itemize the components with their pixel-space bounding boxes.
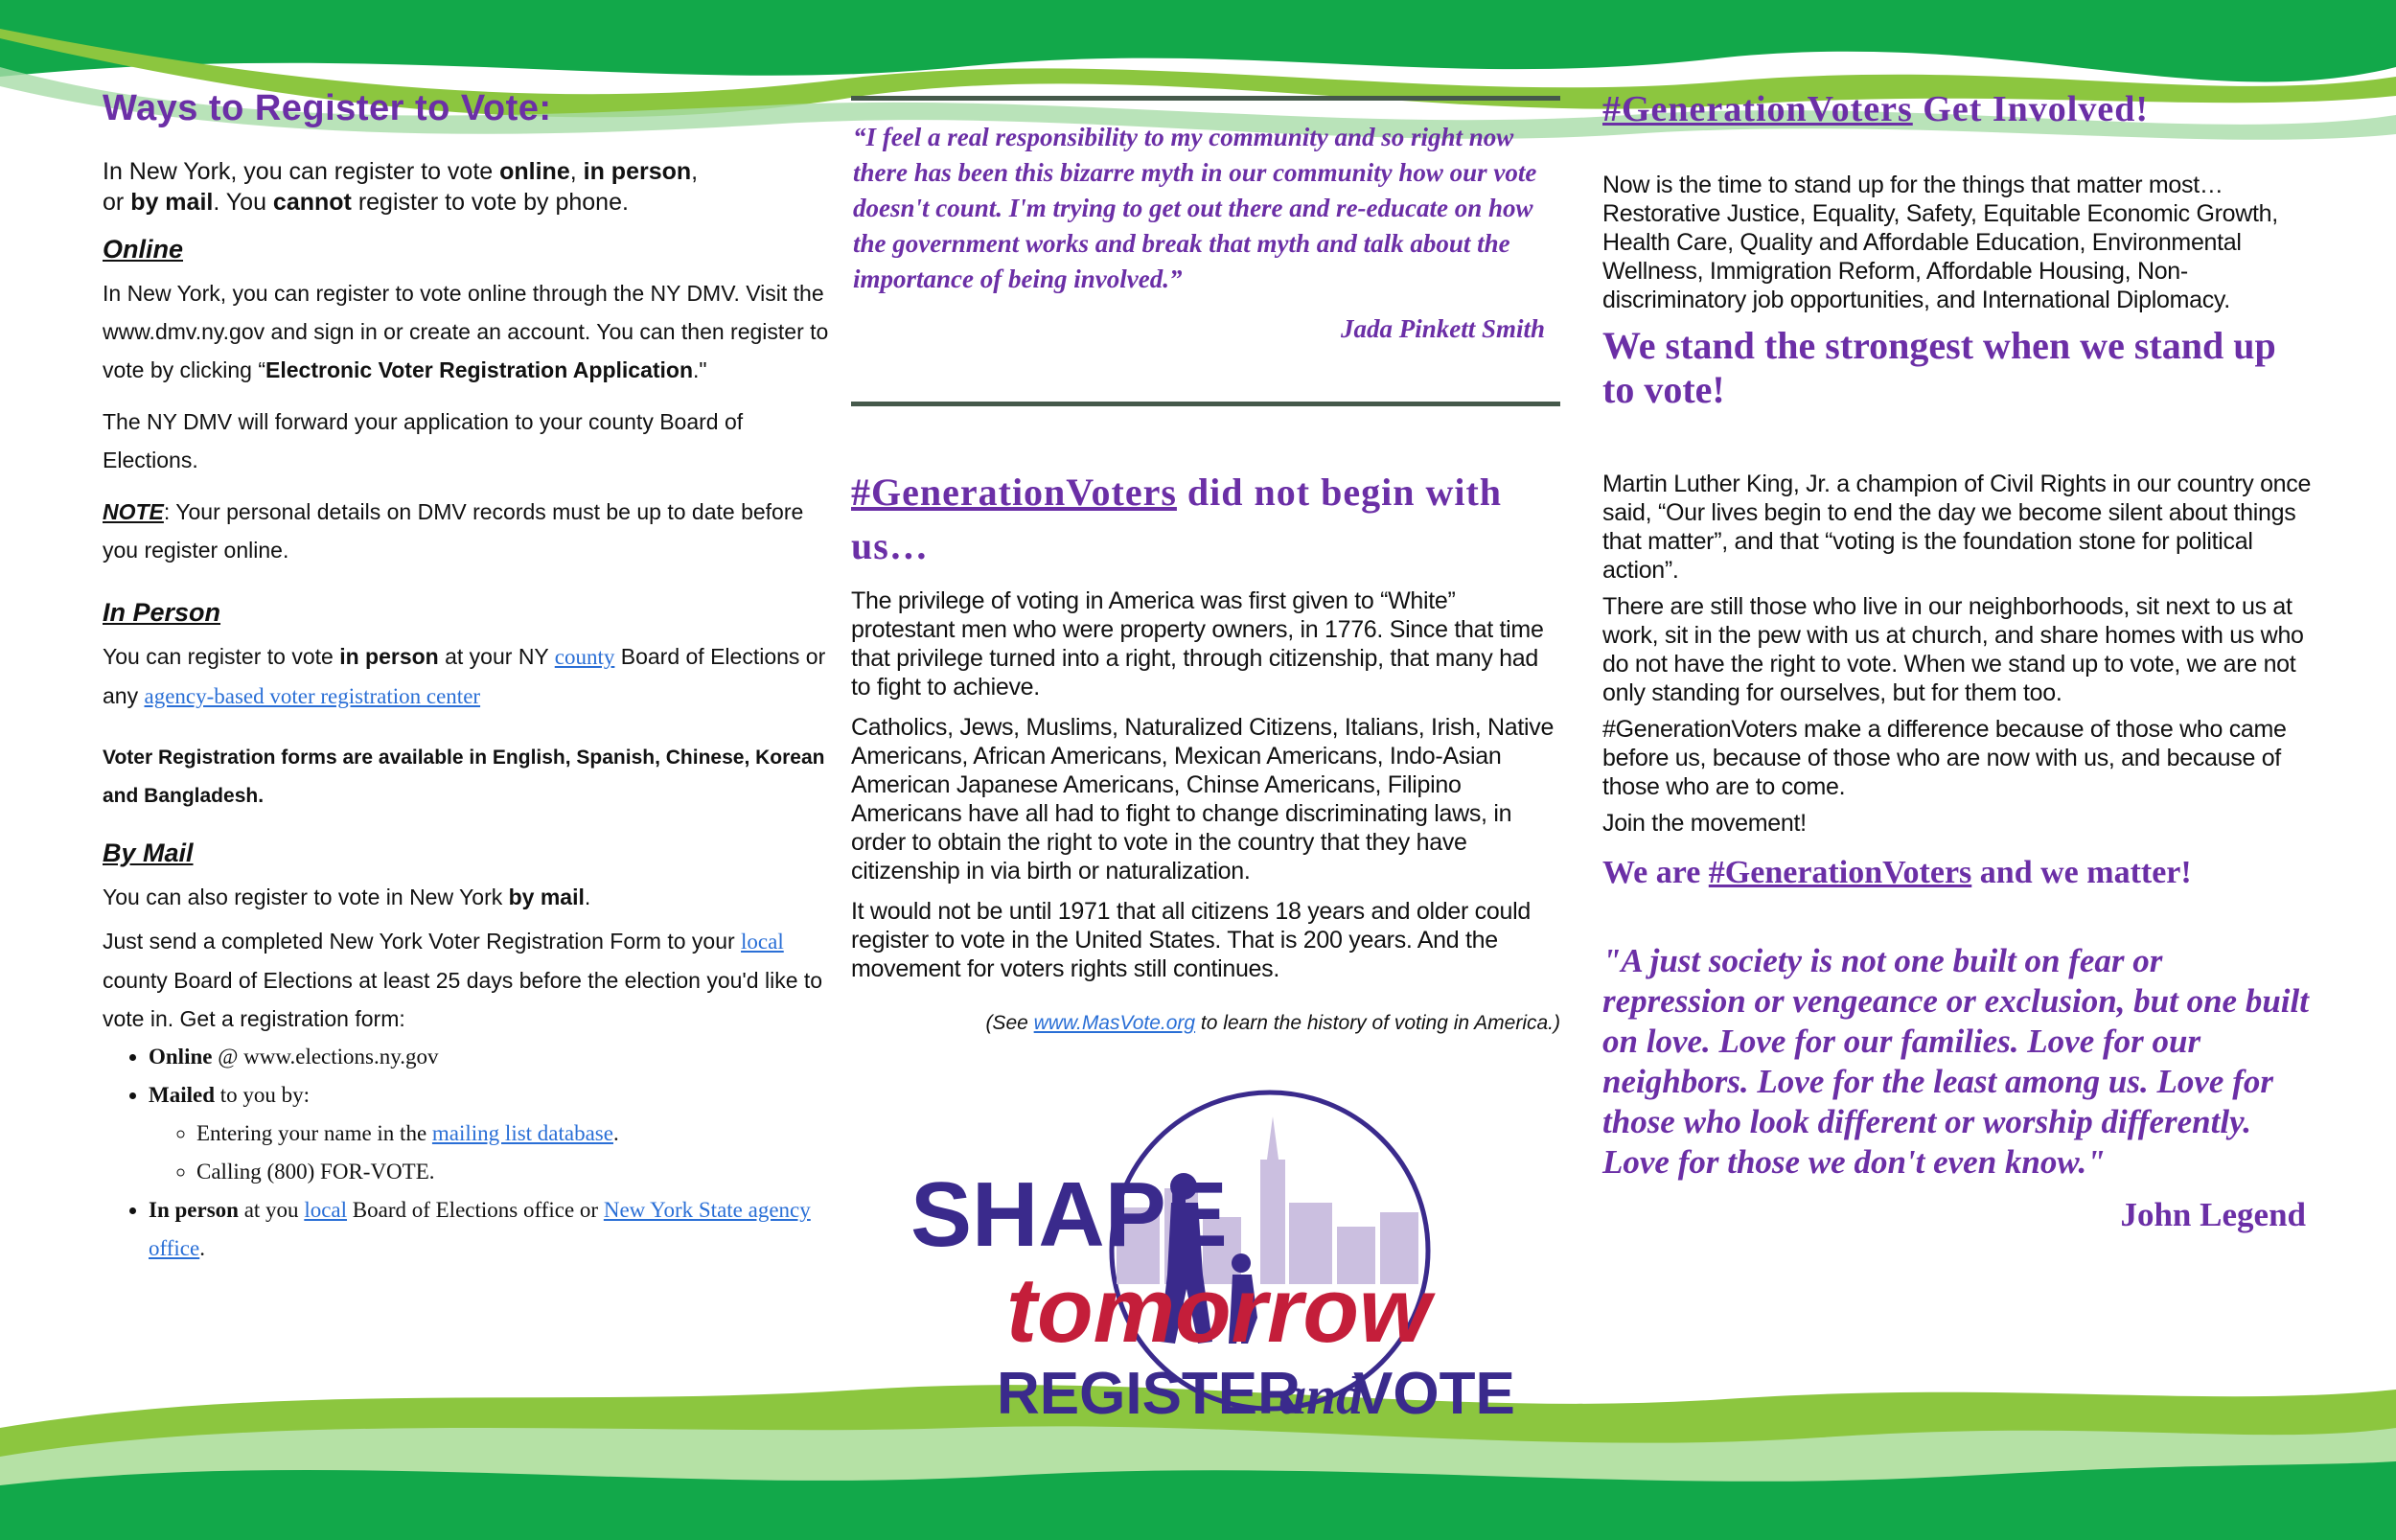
note-text: to learn the history of voting in America.) (1195, 1012, 1560, 1034)
logo-and-text: and (1279, 1367, 1364, 1426)
list-item-text: Entering your name in the (196, 1121, 432, 1145)
we-matter-statement (1602, 855, 2312, 891)
intro-bold: in person (583, 158, 692, 185)
agency-center-link[interactable]: agency-based voter registration center (144, 684, 481, 708)
masvote-link[interactable]: www.MasVote.org (1033, 1012, 1196, 1034)
list-item-text: . (612, 1121, 619, 1145)
matter-text: and we matter! (1971, 855, 2192, 890)
note-paragraph (103, 493, 831, 569)
intro-paragraph (103, 156, 831, 218)
list-item-text: Board of Elections office or (347, 1198, 604, 1222)
online-text: In New York, you can register to vote online through the NY DMV. Visit the www.dmv.ny.gov and sign in or create an account. You can then register to vote by clicking “ (103, 281, 829, 382)
dmv-forward-paragraph: The NY DMV will forward your application to your county Board of Elections. (103, 409, 744, 472)
history-paragraph-2: Catholics, Jews, Muslims, Naturalized Citizens, Italians, Irish, Native Americans, African Americans, Mexican Americans, Indo-Asian American Japanese Americans, Chinse Americans, Filipino Americans have all had to fight to change discriminating laws, in order to obtain the right to vote in the country that they have citizenship in via birth or naturalization. (851, 714, 1555, 885)
list-item-text: to you by: (215, 1083, 311, 1107)
masvote-note (851, 1012, 1560, 1035)
generation-voters-hashtag-link[interactable]: #GenerationVoters (1708, 855, 1972, 890)
list-item-text: @ www.elections.ny.gov (212, 1045, 439, 1069)
matter-text: We are (1602, 855, 1709, 890)
intro-text: , (569, 158, 584, 185)
logo-shape-text: SHAPE (910, 1163, 1228, 1266)
intro-text: . You (213, 189, 273, 216)
heading-text: did not begin with us… (851, 471, 1503, 567)
hashtag-text: #GenerationVoters (851, 471, 1177, 514)
list-item (196, 1115, 831, 1153)
online-paragraph (103, 274, 831, 389)
online-text: ." (693, 357, 707, 382)
online-bold: Electronic Voter Registration Application (265, 357, 694, 382)
local-office-link[interactable]: local (304, 1198, 348, 1222)
intro-bold: by mail (130, 189, 214, 216)
hashtag-text: #GenerationVoters (1602, 89, 1913, 129)
shape-tomorrow-logo (910, 1092, 1515, 1427)
local-link[interactable]: local (741, 930, 784, 954)
intro-text: or (103, 189, 131, 216)
county-link[interactable]: county (554, 645, 615, 669)
in-person-text: You can register to vote (103, 644, 340, 669)
by-mail-text: . (584, 885, 591, 909)
list-item: ◦ Calling (800) FOR-VOTE. (196, 1153, 831, 1191)
history-column (851, 96, 1560, 1035)
logo-tomorrow-text: tomorrow (1006, 1259, 1431, 1362)
neighbors-paragraph: There are still those who live in our neighborhoods, sit next to us at work, sit in the pew with us at church, and share homes with us who do not have the right to vote. When we stand up to vote, we are not only standing for ourselves, but for them too. (1602, 593, 2304, 706)
list-item-bold: Mailed (149, 1083, 215, 1107)
mail-sublist (149, 1115, 831, 1191)
intro-text: , (691, 158, 699, 185)
by-mail-heading: By Mail (103, 839, 194, 867)
list-item-bold: In person (149, 1198, 239, 1222)
intro-bold: online (499, 158, 570, 185)
jada-attribution: Jada Pinkett Smith (1340, 314, 1545, 343)
history-paragraph-1: The privilege of voting in America was first given to “White” protestant men who were property owners, in 1776. Since that time that privilege turned into a right, through citizenship, that many had to fight to achieve. (851, 587, 1544, 701)
legend-quote: "A just society is not one built on fear or repression or vengeance or exclusion, but one built on love. Love for our families. Love for our neighbors. Love for the least among us. Love for those who look different or worship differently. Love for those we don't even know." (1602, 942, 2309, 1181)
jada-quote: “I feel a real responsibility to my community and so right now there has been this bizarre myth in our community how our vote doesn't count. I'm trying to get out there and re-educate on how the government works and break that myth and talk about the importance of being involved.” (853, 123, 1537, 293)
note-label: NOTE (103, 499, 164, 524)
in-person-text: Board of Elections or any (103, 644, 826, 708)
online-heading: Online (103, 235, 184, 264)
send-form-paragraph (103, 922, 831, 1038)
list-item (149, 1191, 831, 1268)
issues-paragraph: Now is the time to stand up for the things that matter most… Restorative Justice, Equality, Safety, Equitable Economic Growth, Health Care, Quality and Affordable Education, Environmental Wellness, Immigration Reform, Affordable Housing, Non-discriminatory job opportunities, and International Diplomacy. (1602, 172, 2278, 313)
mailing-list-database-link[interactable]: mailing list database (431, 1121, 613, 1145)
involved-heading (1602, 88, 2312, 130)
history-heading (851, 466, 1560, 573)
intro-text: register to vote by phone. (351, 189, 629, 216)
in-person-text: at your NY (438, 644, 555, 669)
send-form-text: Just send a completed New York Voter Registration Form to your (103, 929, 742, 954)
forms-language-note: Voter Registration forms are available in English, Spanish, Chinese, Korean and Bangladesh. (103, 747, 825, 807)
strongest-statement: We stand the strongest when we stand up to vote! (1602, 324, 2276, 411)
heading-text: Get Involved! (1912, 89, 2149, 129)
note-text: : Your personal details on DMV records must be up to date before you register online. (103, 499, 804, 563)
list-item-text: at you (238, 1198, 305, 1222)
in-person-bold: in person (339, 644, 439, 669)
legend-attribution: John Legend (2120, 1196, 2306, 1233)
by-mail-paragraph (103, 878, 831, 916)
history-paragraph-3: It would not be until 1971 that all citizens 18 years and older could register to vote in the United States. That is 200 years. And the movement for voters rights still continues. (851, 898, 1531, 982)
note-text: (See (985, 1012, 1034, 1034)
list-item (149, 1038, 831, 1076)
by-mail-bold: by mail (508, 885, 585, 909)
register-column (103, 88, 831, 1268)
in-person-heading: In Person (103, 598, 221, 627)
difference-paragraph: #GenerationVoters make a difference because of those who came before us, because of those who are now with us, and because of those who are to come. (1602, 716, 2287, 800)
logo-vote-text: VOTE (1353, 1361, 1515, 1427)
join-movement-text: Join the movement! (1602, 810, 1807, 837)
in-person-paragraph (103, 637, 831, 716)
by-mail-text: You can also register to vote in New York (103, 885, 509, 909)
list-item-bold: Online (149, 1045, 213, 1069)
ny-agency-office-link[interactable]: New York State agency office (149, 1198, 811, 1260)
send-form-text: county Board of Elections at least 25 days before the election you'd like to vote in. Get a registration form: (103, 968, 823, 1031)
mlk-paragraph: Martin Luther King, Jr. a champion of Civil Rights in our country once said, “Our lives begin to end the day we become silent about things that matter”, and that “voting is the foundation stone for political action”. (1602, 471, 2312, 584)
bottom-divider (851, 402, 1560, 406)
register-title: Ways to Register to Vote: (103, 88, 552, 128)
logo-register-text: REGISTER (997, 1361, 1301, 1427)
list-item-text: . (199, 1236, 205, 1260)
top-divider (851, 96, 1560, 101)
registration-form-list (103, 1038, 831, 1268)
intro-text: In New York, you can register to vote (103, 158, 500, 185)
list-item (149, 1076, 831, 1191)
involvement-column (1602, 88, 2312, 1234)
intro-bold: cannot (272, 189, 352, 216)
